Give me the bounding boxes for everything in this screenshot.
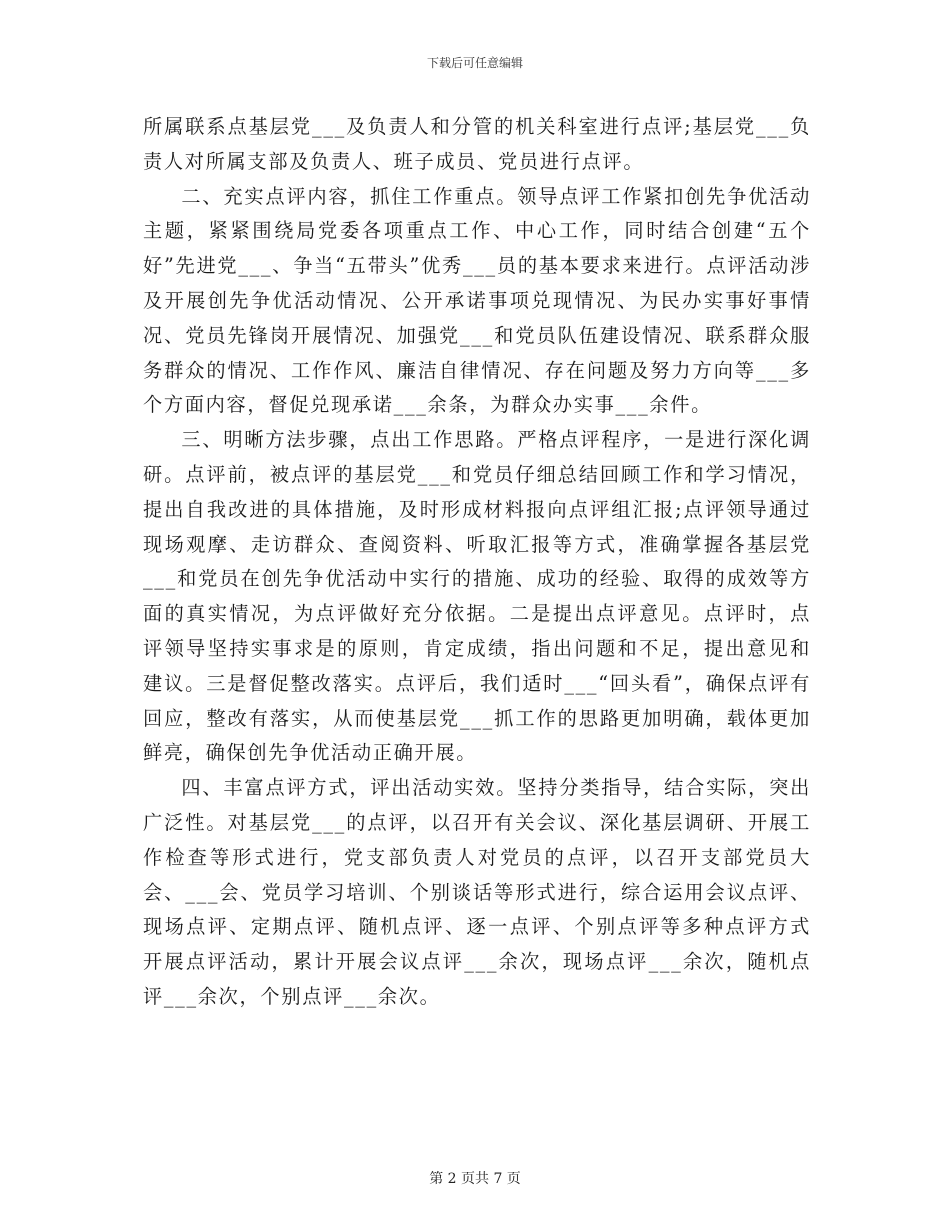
page-header: 下载后可任意编辑 (426, 56, 523, 70)
document-body (143, 110, 811, 1015)
paragraph-section-2: 二、充实点评内容，抓住工作重点。领导点评工作紧扣创先争优活动主题，紧紧围绕局党委各项重点工作、中心工作，同时结合创建“五个好”先进党___、争当“五带头”优秀___员的基本要求来进行。点评活动涉及开展创先争优活动情况、公开承诺事项兑现情况、为民办实事好事情况、党员先锋岗开展情况、加强党___和党员队伍建设情况、联系群众服务群众的情况、工作作风、廉洁自律情况、存在问题及努力方向等___多个方面内容，督促兑现承诺___余条，为群众办实事___余件。 (143, 184, 811, 417)
page-number: 第 2 页共 7 页 (429, 1171, 521, 1187)
paragraph-section-4: 四、丰富点评方式，评出活动实效。坚持分类指导，结合实际，突出广泛性。对基层党___的点评，以召开有关会议、深化基层调研、开展工作检查等形式进行，党支部负责人对党员的点评，以召开支部党员大会、___会、党员学习培训、个别谈话等形式进行，综合运用会议点评、现场点评、定期点评、随机点评、逐一点评、个别点评等多种点评方式开展点评活动，累计开展会议点评___余次，现场点评___余次，随机点评___余次，个别点评___余次。 (143, 776, 811, 1008)
paragraph-section-3: 三、明晰方法步骤，点出工作思路。严格点评程序，一是进行深化调研。点评前，被点评的基层党___和党员仔细总结回顾工作和学习情况，提出自我改进的具体措施，及时形成材料报向点评组汇报;点评领导通过现场观摩、走访群众、查阅资料、听取汇报等方式，准确掌握各基层党___和党员在创先争优活动中实行的措施、成功的经验、取得的成效等方面的真实情况，为点评做好充分依据。二是提出点评意见。点评时，点评领导坚持实事求是的原则，肯定成绩，指出问题和不足，提出意见和建议。三是督促整改落实。点评后，我们适时___“回头看”，确保点评有回应，整改有落实，从而使基层党___抓工作的思路更加明确，载体更加鲜亮，确保创先争优活动正确开展。 (143, 428, 811, 765)
paragraph-continued: 所属联系点基层党___及负责人和分管的机关科室进行点评;基层党___负责人对所属支部及负责人、班子成员、党员进行点评。 (143, 115, 811, 173)
